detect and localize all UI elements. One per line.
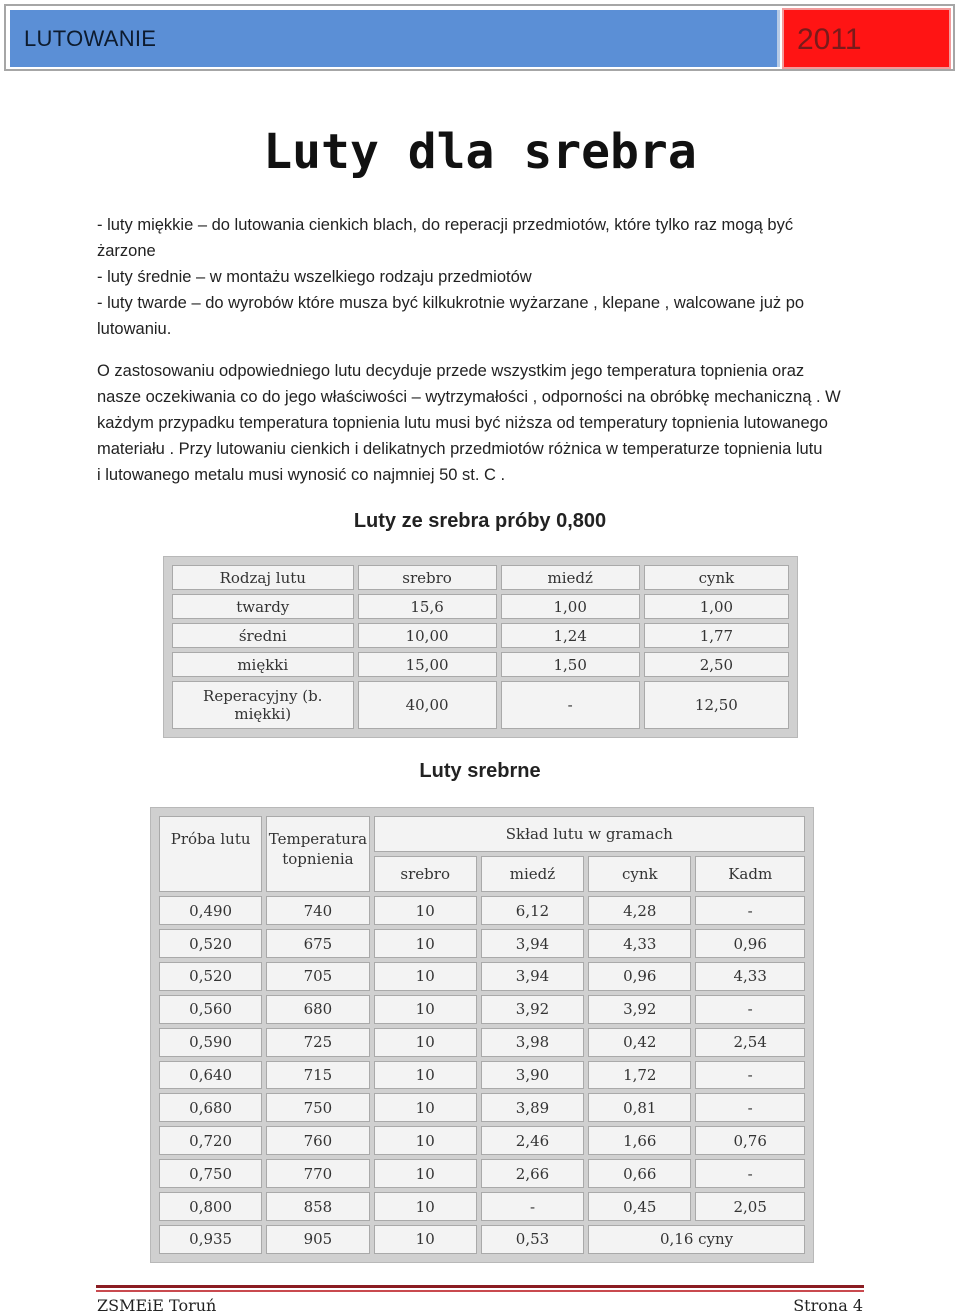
table-cell: 3,92 — [481, 995, 584, 1024]
table-cell: 4,33 — [695, 962, 805, 991]
table-row — [159, 1126, 805, 1155]
table-cell: 0,590 — [159, 1028, 262, 1057]
table-cell: 0,96 — [588, 962, 691, 991]
silver-800-solder-table — [168, 561, 793, 733]
table-cell: 0,16 cyny — [588, 1225, 805, 1254]
table-cell: 0,81 — [588, 1093, 691, 1122]
table-row — [159, 1225, 805, 1254]
table-header-row — [159, 816, 805, 852]
table-header-cell: Próba lutu — [159, 816, 262, 892]
table-cell: 680 — [266, 995, 369, 1024]
table-cell: 0,750 — [159, 1159, 262, 1188]
table-cell: 1,00 — [644, 594, 789, 619]
table-subheader-cell: cynk — [588, 856, 691, 892]
paragraph-line: materiału . Przy lutowaniu cienkich i delikatnych przedmiotów różnica w temperaturze topnienia lutu — [97, 440, 823, 458]
table-cell: miękki — [172, 652, 354, 677]
table-cell: 10 — [374, 1225, 477, 1254]
footer-school: ZSMEiE Toruń — [97, 1296, 217, 1315]
table-cell: 0,76 — [695, 1126, 805, 1155]
table-row — [159, 1159, 805, 1188]
table-subheader-cell: Kadm — [695, 856, 805, 892]
silver-solder-table — [155, 812, 809, 1258]
table-header-row — [172, 565, 789, 590]
table-row — [159, 1028, 805, 1057]
paragraph-line: O zastosowaniu odpowiedniego lutu decyduje przede wszystkim jego temperatura topnienia oraz — [97, 362, 805, 380]
table-cell: - — [481, 1192, 584, 1221]
paragraph-line: nasze oczekiwania co do jego właściwości – wytrzymałości , odporności na obróbkę mechaniczną . W — [97, 388, 841, 406]
table-row — [159, 1192, 805, 1221]
table-cell: 4,33 — [588, 929, 691, 958]
table-cell: 715 — [266, 1061, 369, 1090]
paragraph-line: każdym przypadku temperatura topnienia lutu musi być niższa od temperatury topnienia lutowanego — [97, 414, 828, 432]
table-cell: 858 — [266, 1192, 369, 1221]
list-line: żarzone — [97, 242, 156, 260]
table-cell: 6,12 — [481, 896, 584, 925]
table-header-cell: Rodzaj lutu — [172, 565, 354, 590]
table-cell: 3,98 — [481, 1028, 584, 1057]
table-cell: 10 — [374, 962, 477, 991]
table-cell: 3,92 — [588, 995, 691, 1024]
table-cell: 3,94 — [481, 929, 584, 958]
table-cell: 0,96 — [695, 929, 805, 958]
table2-image — [150, 807, 814, 1263]
table-cell: 10 — [374, 1028, 477, 1057]
paragraph-line: i lutowanego metalu musi wynosić co najmniej 50 st. C . — [97, 466, 506, 484]
table-cell: 0,490 — [159, 896, 262, 925]
table-cell: 2,66 — [481, 1159, 584, 1188]
table-cell: 0,42 — [588, 1028, 691, 1057]
header-temp-line: topnienia — [282, 850, 354, 868]
table-cell: 0,935 — [159, 1225, 262, 1254]
body-paragraph — [97, 358, 869, 488]
list-line: - luty miękkie – do lutowania cienkich blach, do reperacji przedmiotów, które tylko raz mogą być — [97, 216, 794, 234]
table-cell: 705 — [266, 962, 369, 991]
table-cell: 15,00 — [358, 652, 497, 677]
table-cell: 2,50 — [644, 652, 789, 677]
list-line: lutowaniu. — [97, 320, 172, 338]
header-banner — [4, 4, 955, 71]
table-row — [159, 896, 805, 925]
table-cell: 740 — [266, 896, 369, 925]
list-line: - luty średnie – w montażu wszelkiego rodzaju przedmiotów — [97, 268, 532, 286]
table-cell: 1,50 — [501, 652, 640, 677]
table-cell: 1,00 — [501, 594, 640, 619]
table-cell: 2,05 — [695, 1192, 805, 1221]
table-cell: 0,520 — [159, 929, 262, 958]
page-heading: Luty dla srebra — [263, 124, 697, 180]
table-cell: 2,46 — [481, 1126, 584, 1155]
table-row — [159, 995, 805, 1024]
header-temp-line: Temperatura — [268, 830, 368, 848]
table-cell: - — [695, 896, 805, 925]
table-cell: 3,94 — [481, 962, 584, 991]
table-cell: 10 — [374, 896, 477, 925]
table-cell: 725 — [266, 1028, 369, 1057]
table-cell: 905 — [266, 1225, 369, 1254]
table-header-cell: Skład lutu w gramach — [374, 816, 805, 852]
table-cell: 12,50 — [644, 681, 789, 729]
table-row — [159, 962, 805, 991]
table-cell: 2,54 — [695, 1028, 805, 1057]
table-cell: 675 — [266, 929, 369, 958]
table-subheader-cell: miedź — [481, 856, 584, 892]
table-cell: Reperacyjny (b. miękki) — [172, 681, 354, 729]
table-cell: średni — [172, 623, 354, 648]
table-cell: 10 — [374, 1192, 477, 1221]
table-cell: 10 — [374, 929, 477, 958]
table-cell: 4,28 — [588, 896, 691, 925]
header-year: 2011 — [797, 23, 862, 56]
table1-title: Luty ze srebra próby 0,800 — [353, 510, 607, 532]
table-header-cell: miedź — [501, 565, 640, 590]
table-cell: 0,520 — [159, 962, 262, 991]
table-cell: 770 — [266, 1159, 369, 1188]
table-cell: 1,66 — [588, 1126, 691, 1155]
table-header-cell — [266, 816, 369, 892]
table-cell: 0,720 — [159, 1126, 262, 1155]
list-line: - luty twarde – do wyrobów które musza być kilkukrotnie wyżarzane , klepane , walcowane już po — [97, 294, 805, 312]
table-cell: 1,24 — [501, 623, 640, 648]
table-cell: 0,53 — [481, 1225, 584, 1254]
table-cell: - — [695, 1061, 805, 1090]
table-cell: 1,77 — [644, 623, 789, 648]
table2-title: Luty srebrne — [419, 760, 541, 782]
table-row — [172, 623, 789, 648]
table-cell: 10 — [374, 1159, 477, 1188]
table-cell: 0,800 — [159, 1192, 262, 1221]
table-cell: 0,66 — [588, 1159, 691, 1188]
table-cell: 10,00 — [358, 623, 497, 648]
table-row — [172, 594, 789, 619]
table-row — [159, 1061, 805, 1090]
table-cell: 15,6 — [358, 594, 497, 619]
table-cell: 10 — [374, 995, 477, 1024]
table-header-cell: srebro — [358, 565, 497, 590]
table-cell: 3,90 — [481, 1061, 584, 1090]
table-cell: 760 — [266, 1126, 369, 1155]
table-cell: 0,45 — [588, 1192, 691, 1221]
table-cell: 0,560 — [159, 995, 262, 1024]
table-cell: 10 — [374, 1093, 477, 1122]
table-row — [159, 929, 805, 958]
table-cell: 1,72 — [588, 1061, 691, 1090]
table-cell: 40,00 — [358, 681, 497, 729]
table-cell: 0,680 — [159, 1093, 262, 1122]
table-cell: 750 — [266, 1093, 369, 1122]
table-cell: 10 — [374, 1126, 477, 1155]
table-cell: - — [695, 995, 805, 1024]
table-cell: 3,89 — [481, 1093, 584, 1122]
table-cell: - — [695, 1159, 805, 1188]
footer-rule — [96, 1290, 864, 1292]
footer-page-number: Strona 4 — [793, 1296, 863, 1315]
footer-rule — [96, 1285, 864, 1288]
table-row — [159, 1093, 805, 1122]
table-cell: twardy — [172, 594, 354, 619]
table-header-cell: cynk — [644, 565, 789, 590]
table-cell: 0,640 — [159, 1061, 262, 1090]
solder-types-list — [97, 212, 869, 342]
table-cell: 10 — [374, 1061, 477, 1090]
table-cell: - — [695, 1093, 805, 1122]
table-row — [172, 681, 789, 729]
header-title: LUTOWANIE — [24, 26, 157, 51]
table-subheader-cell: srebro — [374, 856, 477, 892]
table-cell: - — [501, 681, 640, 729]
table1-image — [163, 556, 798, 738]
table-row — [172, 652, 789, 677]
